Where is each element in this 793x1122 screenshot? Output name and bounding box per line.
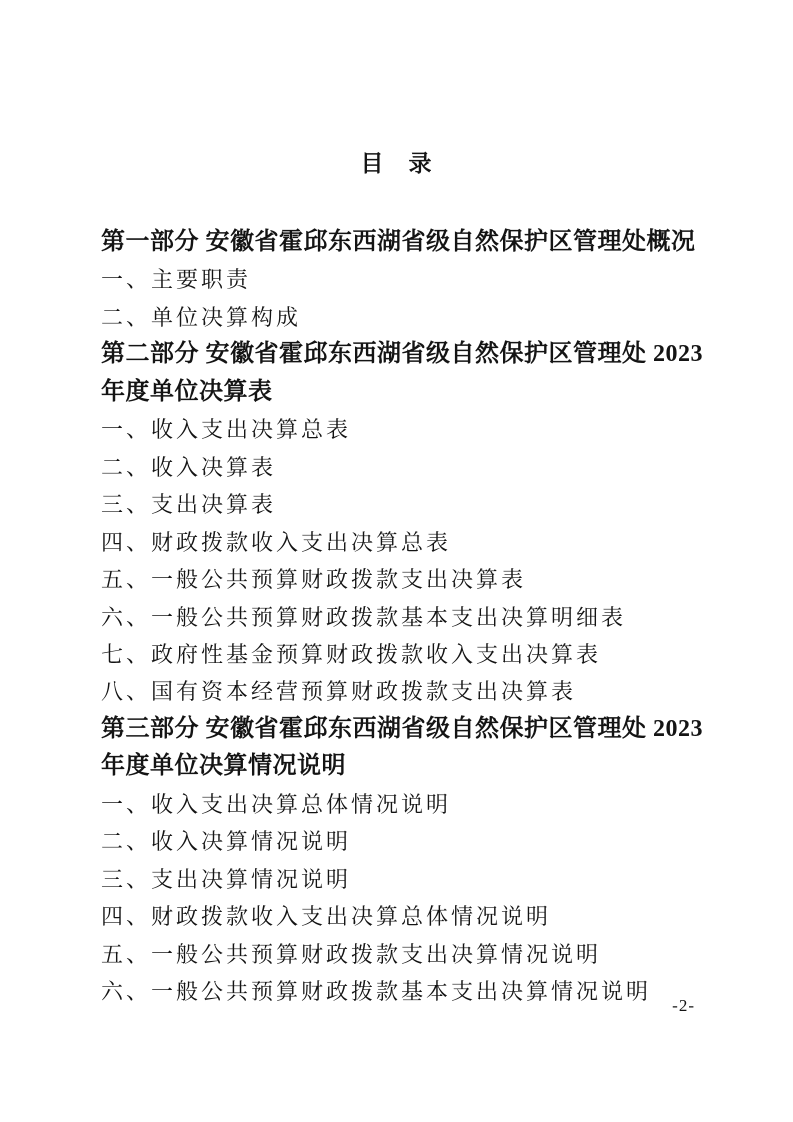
toc-item: 六、一般公共预算财政拨款基本支出决算情况说明 (101, 979, 652, 1005)
toc-item: 三、支出决算情况说明 (101, 866, 352, 892)
toc-item: 七、政府性基金预算财政拨款收入支出决算表 (101, 641, 602, 667)
toc-item: 六、一般公共预算财政拨款基本支出决算明细表 (101, 604, 627, 630)
toc-item: 一、收入支出决算总体情况说明 (101, 791, 452, 817)
toc-item: 四、财政拨款收入支出决算总表 (101, 529, 452, 555)
toc-section-heading: 第三部分 安徽省霍邱东西湖省级自然保护区管理处 2023 (101, 715, 703, 742)
toc-item: 五、一般公共预算财政拨款支出决算表 (101, 567, 527, 593)
toc-item: 一、主要职责 (101, 267, 252, 293)
toc-item: 二、收入决算表 (101, 454, 277, 480)
toc-item: 三、支出决算表 (101, 492, 277, 518)
toc-item: 一、收入支出决算总表 (101, 417, 352, 443)
toc-section-heading: 第二部分 安徽省霍邱东西湖省级自然保护区管理处 2023 (101, 341, 703, 368)
toc-item: 八、国有资本经营预算财政拨款支出决算表 (101, 679, 577, 705)
toc-section-heading: 年度单位决算情况说明 (101, 753, 346, 780)
toc-section-heading: 年度单位决算表 (101, 378, 273, 405)
toc-list (101, 224, 703, 1011)
toc-item: 五、一般公共预算财政拨款支出决算情况说明 (101, 941, 602, 967)
toc-item: 四、财政拨款收入支出决算总体情况说明 (101, 904, 552, 930)
toc-section-heading: 第一部分 安徽省霍邱东西湖省级自然保护区管理处概况 (101, 229, 696, 255)
toc-item: 二、单位决算构成 (101, 304, 302, 330)
toc-item: 二、收入决算情况说明 (101, 829, 352, 855)
page-title: 目 录 (360, 151, 433, 176)
page-number: -2- (672, 996, 695, 1015)
